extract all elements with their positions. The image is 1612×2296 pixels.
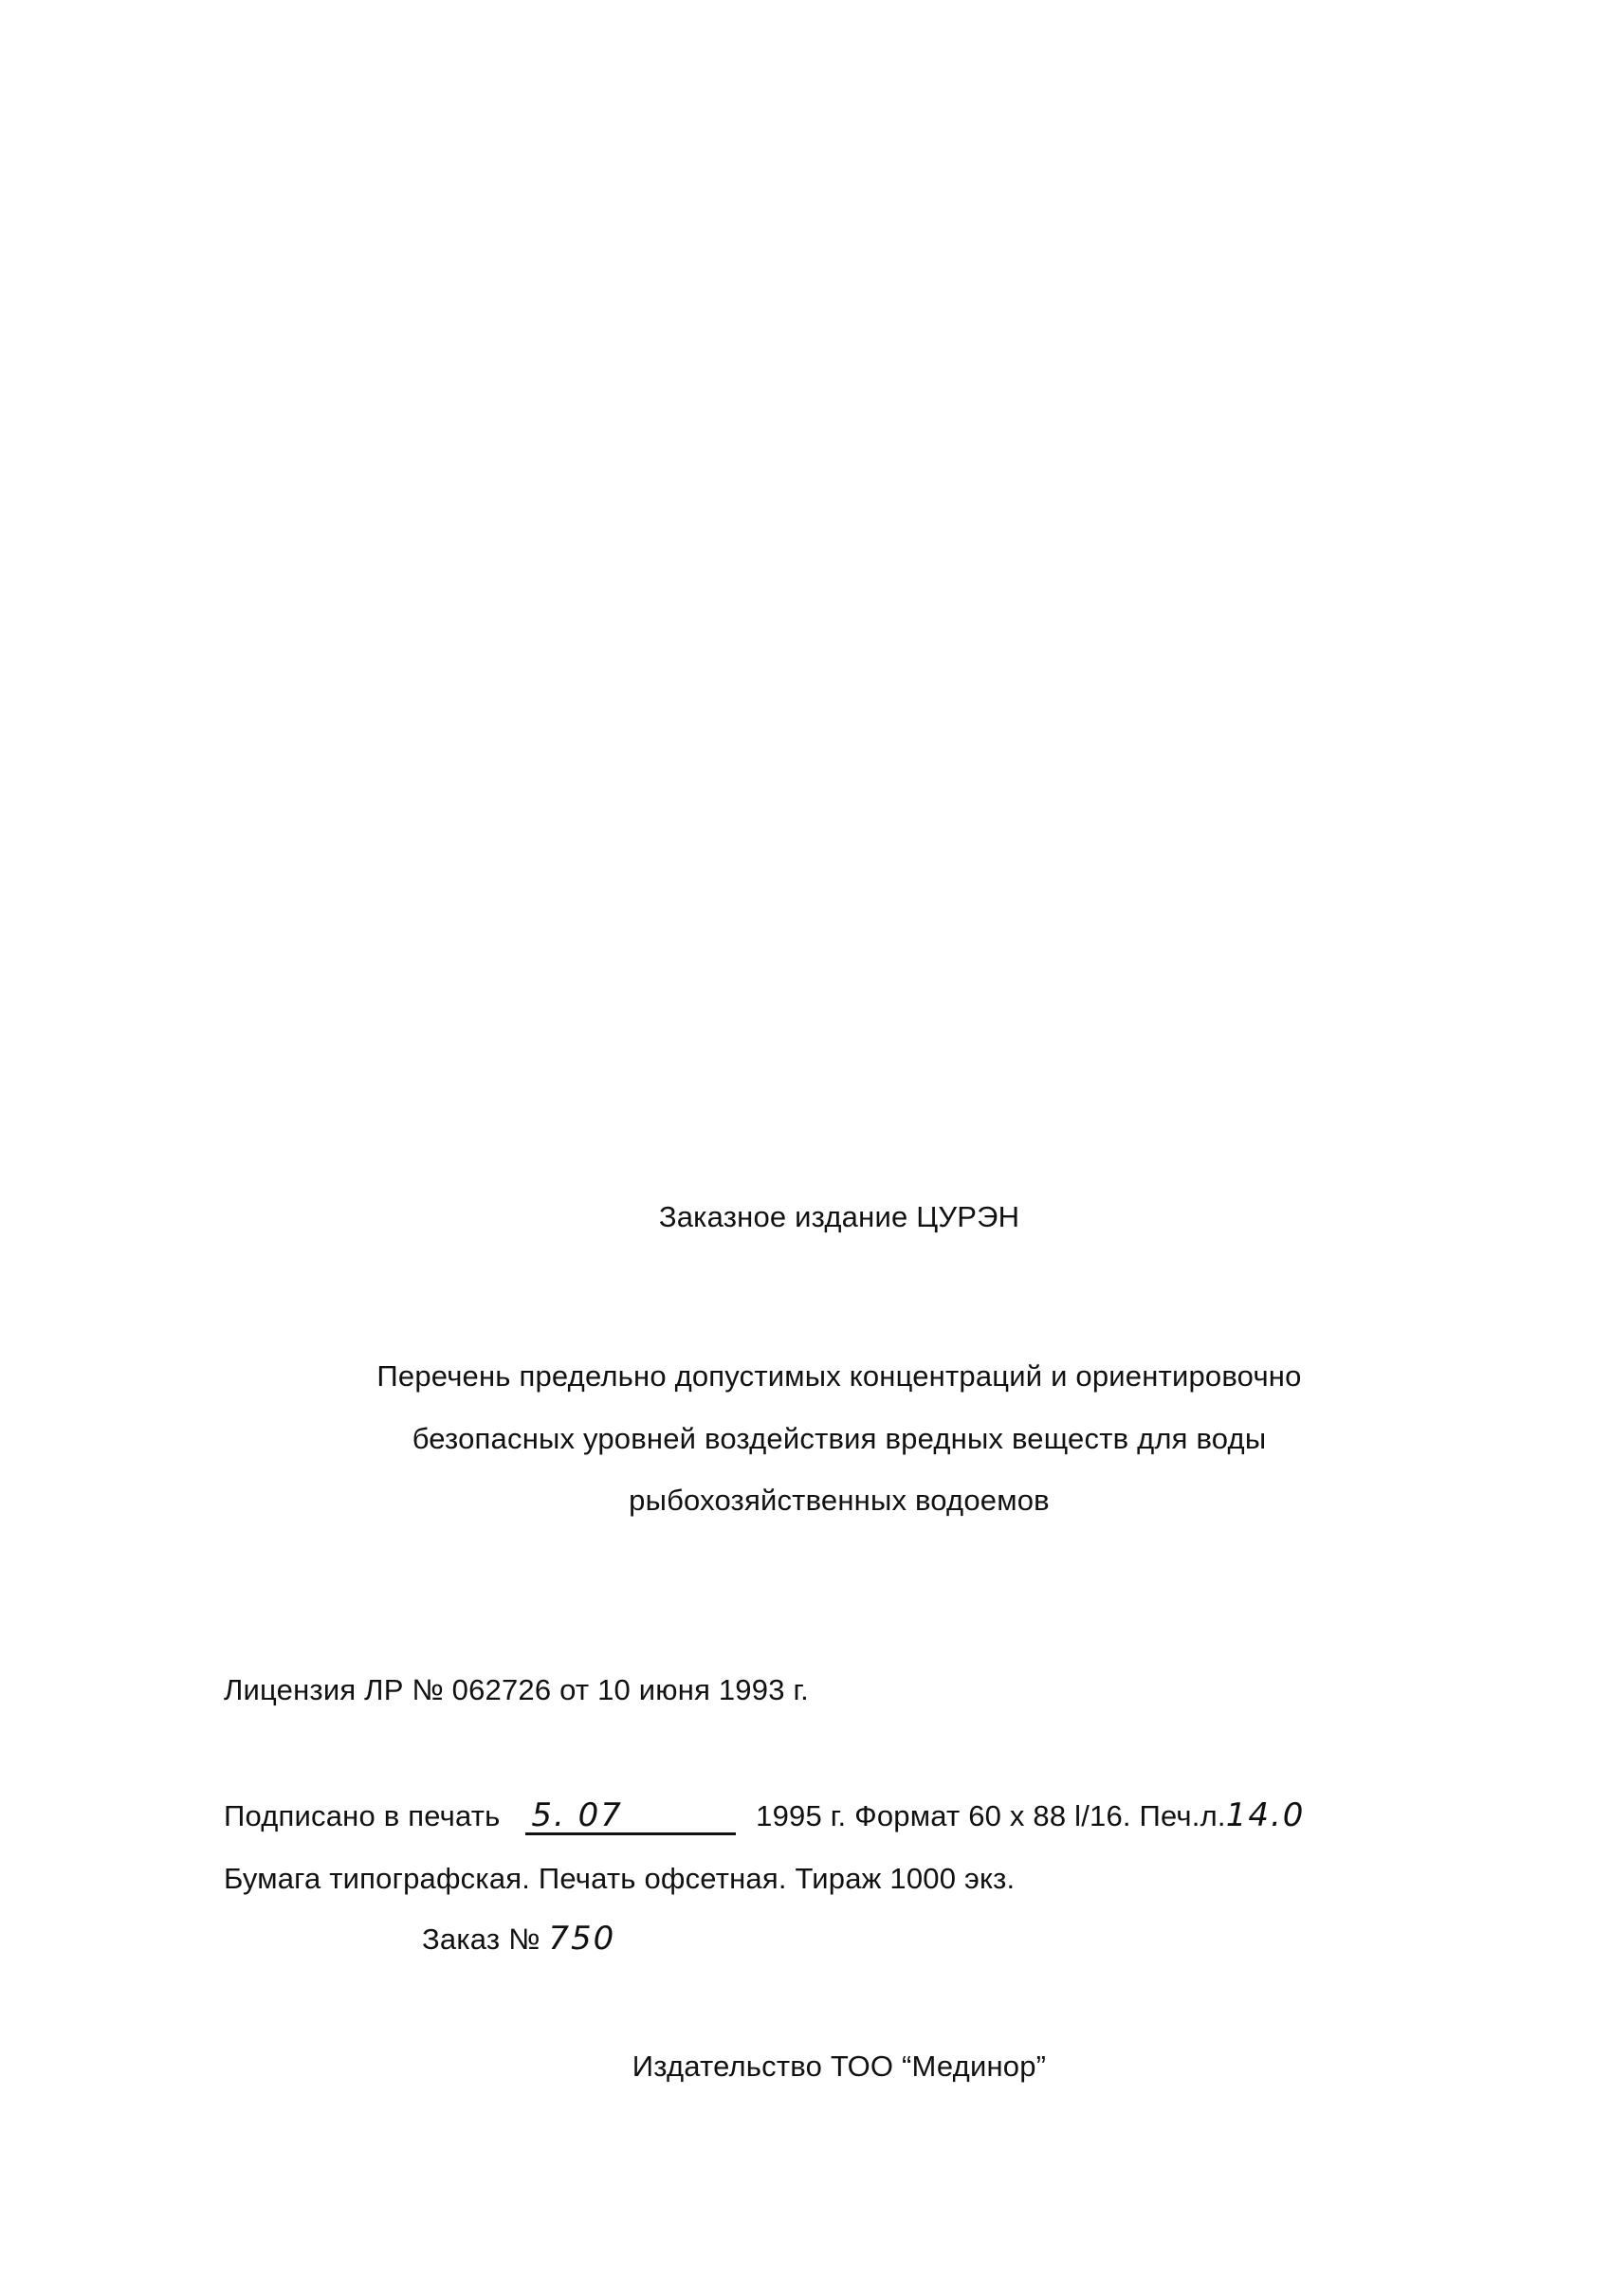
edition-note: Заказное издание ЦУРЭН: [658, 1200, 1020, 1233]
order-line: [422, 1920, 615, 1959]
signed-date-handwritten: 5. 07: [531, 1796, 623, 1834]
signed-for-print-line: [224, 1796, 1305, 1835]
title-line-1: Перечень предельно допустимых концентраций и ориентировочно: [376, 1359, 1302, 1393]
publisher-line: Издательство ТОО “Мединор”: [632, 2050, 1047, 2083]
license-line: Лицензия ЛР № 062726 от 10 июня 1993 г.: [224, 1673, 809, 1706]
title-line-2: безопасных уровней воздействия вредных веществ для воды: [412, 1422, 1267, 1455]
title-line-3: рыбохозяйственных водоемов: [629, 1484, 1050, 1517]
signed-date-field: [525, 1796, 736, 1835]
signed-label: Подписано в печать: [224, 1799, 501, 1832]
order-label: Заказ №: [422, 1922, 540, 1956]
paper-line: Бумага типографская. Печать офсетная. Тираж 1000 экз.: [224, 1862, 1016, 1895]
print-sheets-handwritten: 14.0: [1225, 1796, 1306, 1834]
order-number-handwritten: 750: [548, 1920, 616, 1958]
signed-rest: 1995 г. Формат 60 х 88 l/16. Печ.л.: [756, 1799, 1226, 1832]
